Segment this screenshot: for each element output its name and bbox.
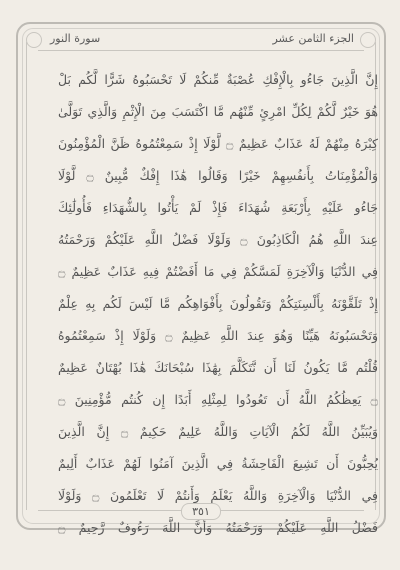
page-header bbox=[18, 30, 384, 52]
text-line: هُوَ خَيْرٌ لَّكُمْ لِكُلِّ امْرِئٍ مِّنْهُم مَّا اكْتَسَبَ مِنَ الْإِثْمِ وَالَّذِي تَوَلَّىٰ bbox=[58, 104, 378, 119]
text-line: إِنَّ الَّذِينَ جَاءُو بِالْإِفْكِ عُصْبَةٌ مِّنكُمْ لَا تَحْسَبُوهُ شَرًّا لَّكُم بَلْ bbox=[58, 72, 378, 87]
text-line: عِندَ اللَّهِ هُمُ الْكَاذِبُونَ ۝ وَلَوْلَا فَضْلُ اللَّهِ عَلَيْكُمْ وَرَحْمَتُهُ bbox=[58, 232, 378, 247]
text-line: فَضْلُ اللَّهِ عَلَيْكُمْ وَرَحْمَتُهُ وَأَنَّ اللَّهَ رَءُوفٌ رَّحِيمٌ ۝ bbox=[58, 520, 378, 535]
text-line: قُلْتُم مَّا يَكُونُ لَنَا أَن نَّتَكَلَّمَ بِهَٰذَا سُبْحَانَكَ هَٰذَا بُهْتَانٌ عَظِيمٌ bbox=[58, 360, 378, 375]
page-frame bbox=[16, 22, 386, 535]
left-border-ornament bbox=[26, 42, 27, 510]
text-line: فِي الدُّنْيَا وَالْآخِرَةِ لَمَسَّكُمْ فِي مَا أَفَضْتُمْ فِيهِ عَذَابٌ عَظِيمٌ ۝ bbox=[58, 264, 378, 279]
page-footer bbox=[18, 500, 384, 520]
text-line: إِذْ تَلَقَّوْنَهُ بِأَلْسِنَتِكُمْ وَتَقُولُونَ بِأَفْوَاهِكُم مَّا لَيْسَ لَكُم بِهِ عِلْمٌ bbox=[58, 296, 378, 311]
text-line: جَاءُو عَلَيْهِ بِأَرْبَعَةِ شُهَدَاءَ فَإِذْ لَمْ يَأْتُوا بِالشُّهَدَاءِ فَأُولَٰئِكَ bbox=[58, 200, 378, 215]
text-line: يُحِبُّونَ أَن تَشِيعَ الْفَاحِشَةُ فِي الَّذِينَ آمَنُوا لَهُمْ عَذَابٌ أَلِيمٌ bbox=[58, 456, 378, 471]
header-divider bbox=[38, 50, 364, 51]
text-line: كِبْرَهُ مِنْهُمْ لَهُ عَذَابٌ عَظِيمٌ ۝ لَّوْلَا إِذْ سَمِعْتُمُوهُ ظَنَّ الْمُؤْمِنُونَ bbox=[58, 136, 378, 151]
text-line: وَيُبَيِّنُ اللَّهُ لَكُمُ الْآيَاتِ وَاللَّهُ عَلِيمٌ حَكِيمٌ ۝ إِنَّ الَّذِينَ bbox=[58, 424, 378, 439]
header-ornament-left bbox=[26, 32, 42, 48]
page-number: ٣٥١ bbox=[181, 503, 221, 520]
text-line: ۝ يَعِظُكُمُ اللَّهُ أَن تَعُودُوا لِمِثْلِهِ أَبَدًا إِن كُنتُم مُّؤْمِنِينَ ۝ bbox=[58, 392, 378, 407]
surah-label: سورة النور bbox=[50, 32, 101, 45]
text-body bbox=[58, 64, 378, 544]
text-line: وَالْمُؤْمِنَاتُ بِأَنفُسِهِمْ خَيْرًا وَقَالُوا هَٰذَا إِفْكٌ مُّبِينٌ ۝ لَّوْلَا bbox=[58, 168, 378, 183]
text-line: فِي الدُّنْيَا وَالْآخِرَةِ وَاللَّهُ يَعْلَمُ وَأَنتُمْ لَا تَعْلَمُونَ ۝ وَلَوْلَا bbox=[58, 488, 378, 503]
text-line: وَتَحْسَبُونَهُ هَيِّنًا وَهُوَ عِندَ اللَّهِ عَظِيمٌ ۝ وَلَوْلَا إِذْ سَمِعْتُمُوهُ bbox=[58, 328, 378, 343]
header-ornament-right bbox=[360, 32, 376, 48]
juz-label: الجزء الثامن عشر bbox=[272, 32, 354, 45]
